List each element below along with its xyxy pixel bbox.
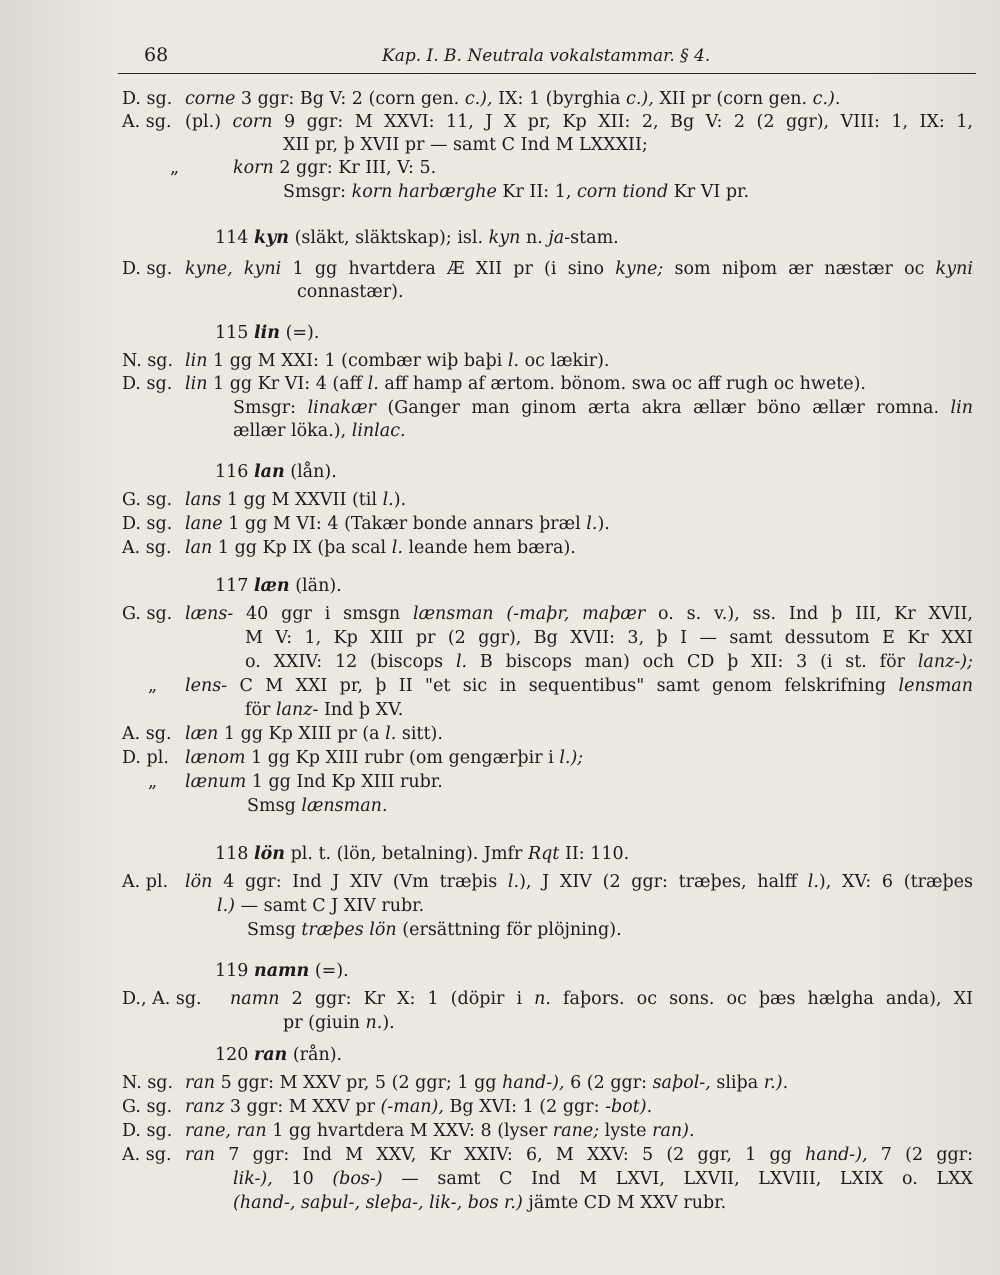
headword: ran (253, 1045, 288, 1065)
text-run: 1 gg Kp IX (þa scal (212, 538, 392, 558)
text-run: (pl.) (185, 112, 233, 132)
grammatical-label: „ (148, 772, 158, 792)
italic-form: l. (385, 724, 397, 744)
italic-form: lön (185, 872, 213, 892)
text-run: 116 (215, 462, 254, 482)
line-text (185, 871, 973, 893)
text-run: IX: 1 (byrghia (492, 89, 627, 109)
line-text (233, 420, 406, 442)
italic-form: (-man), (380, 1097, 444, 1117)
text-line (0, 723, 1000, 745)
italic-form: c.), (464, 89, 493, 109)
text-line (0, 181, 1000, 203)
headword: lin (253, 323, 280, 343)
line-text (215, 843, 629, 865)
text-run: 1 gg M XXVII (til (221, 490, 383, 510)
text-run: XII pr, þ XVII pr — samt C Ind M LXXXII; (283, 135, 648, 155)
italic-form: lænsman (-maþr, maþær (412, 604, 646, 624)
italic-form: hand-), (805, 1145, 868, 1165)
text-line (0, 1144, 1000, 1166)
italic-form: lan (185, 538, 213, 558)
text-run: aff hamp af ærtom. bönom. swa oc aff rugh oc hwete). (378, 374, 866, 394)
grammatical-label: A. sg. (122, 112, 172, 132)
line-text (233, 1192, 726, 1214)
line-text (283, 134, 648, 156)
italic-form: corn (232, 112, 273, 132)
grammatical-label: D., A. sg. (122, 989, 202, 1009)
page-number: 68 (144, 44, 169, 66)
line-text (215, 227, 619, 249)
italic-form: linakær (307, 398, 376, 418)
text-line (0, 489, 1000, 511)
text-run: 119 (215, 961, 254, 981)
text-run: o. XXIV: 12 (biscops (245, 652, 456, 672)
text-line (0, 1192, 1000, 1214)
text-line (0, 281, 1000, 303)
line-text (185, 1144, 973, 1166)
text-line (0, 575, 1000, 597)
line-text (185, 258, 973, 280)
text-line (0, 675, 1000, 697)
text-line (0, 1168, 1000, 1190)
line-text (185, 1072, 788, 1094)
text-line (0, 420, 1000, 442)
italic-form: lænsman. (301, 796, 388, 816)
text-line (0, 1012, 1000, 1034)
italic-form: corne (185, 89, 236, 109)
italic-form: træþes lön (301, 920, 397, 940)
grammatical-label: „ (148, 676, 158, 696)
text-run: 1 gg Ind Kp XIII rubr. (246, 772, 443, 792)
italic-form: linlac. (351, 421, 406, 441)
italic-form: korn (233, 158, 274, 178)
text-run: M V: 1, Kp XIII pr (2 ggr), Bg XVII: 3, þ I — samt dessutom E Kr XXI (245, 628, 973, 648)
text-run: n. (520, 228, 549, 248)
text-line (0, 111, 1000, 133)
text-run: (lån). (284, 462, 337, 482)
italic-form: saþol-, (652, 1073, 711, 1093)
grammatical-label: D. pl. (122, 748, 169, 768)
grammatical-label: A. sg. (122, 1145, 172, 1165)
text-run: 40 ggr i smsgn (233, 604, 413, 624)
line-text (185, 747, 583, 769)
line-text (215, 575, 342, 597)
text-run: pr (giuin (283, 1013, 366, 1033)
line-text (297, 281, 404, 303)
line-text (217, 895, 424, 917)
text-line (0, 771, 1000, 793)
italic-form: l. (455, 652, 468, 672)
text-run: Smsgr: (283, 182, 352, 202)
text-run: (=). (309, 961, 349, 981)
italic-form: l. (507, 872, 520, 892)
text-run: 3 ggr: M XXV pr (224, 1097, 381, 1117)
grammatical-label: D. sg. (122, 514, 173, 534)
text-run: Bg XVI: 1 (2 ggr: (443, 1097, 606, 1117)
grammatical-label: A. sg. (122, 538, 172, 558)
text-run: Smsg (247, 796, 302, 816)
text-run: 3 ggr: Bg V: 2 (corn gen. (235, 89, 465, 109)
text-run: ællær löka.), (233, 421, 352, 441)
italic-form: hand-), (502, 1073, 565, 1093)
italic-form: lanz-); (917, 652, 973, 672)
grammatical-label: D. sg. (122, 259, 173, 279)
text-run: connastær). (297, 282, 404, 302)
italic-form: ran (185, 1145, 216, 1165)
line-text (185, 489, 406, 511)
text-line (0, 350, 1000, 372)
text-line (0, 1072, 1000, 1094)
italic-form: c.). (812, 89, 841, 109)
grammatical-label: D. sg. (122, 89, 173, 109)
italic-form: lin (185, 374, 208, 394)
text-run: 9 ggr: M XXVI: 11, J X pr, Kp XII: 2, Bg V: 2 (2 ggr), VIII: 1, IX: 1, (272, 112, 973, 132)
text-line (0, 134, 1000, 156)
text-run: XII pr (corn gen. (653, 89, 813, 109)
grammatical-label: D. sg. (122, 1121, 173, 1141)
text-run: Smsg (247, 920, 302, 940)
italic-form: kyne; (615, 259, 664, 279)
italic-form: l. (391, 538, 403, 558)
text-run: för (245, 700, 276, 720)
italic-form: l. (367, 374, 379, 394)
italic-form: lin (185, 351, 208, 371)
italic-form: l. (382, 490, 394, 510)
line-text (185, 723, 443, 745)
italic-form: (hand-, saþul-, sleþa-, lik-, bos r.) (233, 1193, 523, 1213)
text-run: — samt C Ind M LXVI, LXVII, LXVIII, LXIX o. LXX (382, 1169, 973, 1189)
italic-form: kyni (935, 259, 973, 279)
text-run: pl. t. (lön, betalning). Jmfr (285, 844, 528, 864)
text-run: ). (382, 1013, 395, 1033)
line-text (245, 651, 973, 673)
header-rule (118, 73, 976, 74)
italic-form: lane (185, 514, 223, 534)
line-text (185, 373, 866, 395)
text-run: Kr II: 1, (496, 182, 577, 202)
italic-form: læn (185, 724, 219, 744)
italic-form: l. (807, 872, 819, 892)
text-line (0, 651, 1000, 673)
text-run: ). (597, 514, 610, 534)
text-run: (=). (280, 323, 320, 343)
text-run: — samt C J XIV rubr. (235, 896, 425, 916)
text-line (0, 603, 1000, 625)
text-run: 4 ggr: Ind J XIV (Vm træþis (212, 872, 508, 892)
italic-form: lin (950, 398, 974, 418)
grammatical-label: „ (170, 158, 180, 178)
text-run: lyste (599, 1121, 653, 1141)
text-run: 120 (215, 1045, 254, 1065)
text-line (0, 895, 1000, 917)
text-line (0, 988, 1000, 1010)
text-run: 7 (2 ggr: (867, 1145, 974, 1165)
text-run: som niþom ær næstær oc (663, 259, 936, 279)
text-run: (rån). (287, 1045, 343, 1065)
line-text (247, 795, 388, 817)
text-run: -stam. (564, 228, 619, 248)
text-line (0, 1044, 1000, 1066)
italic-form: ja (548, 228, 565, 248)
grammatical-label: N. sg. (122, 351, 174, 371)
italic-form: kyne, kyni (185, 259, 282, 279)
italic-form: lanz- (275, 700, 319, 720)
text-run: B biscops man) och CD þ XII: 3 (i st. för (467, 652, 918, 672)
italic-form: lensman (898, 676, 973, 696)
text-line (0, 795, 1000, 817)
text-run: C M XXI pr, þ II "et sic in sequentibus" samt genom felskrifning (227, 676, 899, 696)
text-run: (ersättning för plöjning). (396, 920, 622, 940)
text-line (0, 461, 1000, 483)
line-text (215, 322, 319, 344)
line-text (185, 88, 840, 110)
line-text (185, 537, 576, 559)
grammatical-label: G. sg. (122, 604, 173, 624)
text-run: 2 ggr: Kr III, V: 5. (273, 158, 437, 178)
italic-form: c.), (626, 89, 654, 109)
grammatical-label: D. sg. (122, 374, 173, 394)
text-run: 1 gg Kp XIII rubr (om gengærþir i (245, 748, 560, 768)
text-run: 115 (215, 323, 254, 343)
italic-form: lænom (185, 748, 246, 768)
text-run: faþors. oc sons. oc þæs hælgha anda), XI (550, 989, 973, 1009)
text-line (0, 537, 1000, 559)
italic-form: n. (534, 989, 551, 1009)
text-run: sliþa (710, 1073, 764, 1093)
text-line (0, 157, 1000, 179)
text-run: 2 ggr: Kr X: 1 (döpir i (279, 989, 535, 1009)
headword: lön (253, 844, 286, 864)
text-line (0, 919, 1000, 941)
italic-form: -bot). (605, 1097, 653, 1117)
grammatical-label: A. pl. (122, 872, 169, 892)
grammatical-label: G. sg. (122, 1097, 173, 1117)
text-run: 114 (215, 228, 254, 248)
text-run: leande hem bæra). (402, 538, 576, 558)
text-line (0, 871, 1000, 893)
text-run: 1 gg Kp XIII pr (a (218, 724, 386, 744)
line-text (185, 1096, 652, 1118)
text-run: (län). (289, 576, 342, 596)
text-line (0, 322, 1000, 344)
line-text (185, 603, 973, 625)
line-text (283, 1012, 395, 1034)
text-run: 5 ggr: M XXV pr, 5 (2 ggr; 1 gg (215, 1073, 503, 1093)
line-text (185, 350, 609, 372)
italic-form: ranz (185, 1097, 225, 1117)
line-text (215, 461, 337, 483)
line-text (185, 513, 610, 535)
italic-form: lænum (185, 772, 247, 792)
text-run: 1 gg M VI: 4 (Takær bonde annars þræl (222, 514, 587, 534)
italic-form: lans (185, 490, 222, 510)
italic-form: r.). (763, 1073, 789, 1093)
headword: læn (253, 576, 290, 596)
text-run: oc lækir). (519, 351, 610, 371)
italic-form: ran (185, 1073, 216, 1093)
italic-form: corn tiond (576, 182, 669, 202)
text-line (0, 258, 1000, 280)
line-text (283, 181, 749, 203)
text-run: ), J XIV (2 ggr: træþes, halff (519, 872, 808, 892)
text-run: ). (393, 490, 407, 510)
line-text (230, 988, 973, 1010)
italic-form: (bos-) (332, 1169, 383, 1189)
line-text (185, 675, 973, 697)
text-run: jämte CD M XXV rubr. (522, 1193, 727, 1213)
text-run: sitt). (396, 724, 443, 744)
grammatical-label: G. sg. (122, 490, 173, 510)
text-run: 10 (272, 1169, 333, 1189)
line-text (245, 699, 403, 721)
line-text (233, 157, 436, 179)
italic-form: rane; (552, 1121, 600, 1141)
text-run: (släkt, släktskap); isl. (289, 228, 489, 248)
grammatical-label: A. sg. (122, 724, 172, 744)
text-line (0, 513, 1000, 535)
running-title: Kap. I. B. Neutrala vokalstammar. § 4. (382, 46, 711, 66)
italic-form: Rqt (527, 844, 560, 864)
page-header (118, 44, 976, 70)
text-line (0, 1096, 1000, 1118)
text-run: 118 (215, 844, 254, 864)
text-run: ), XV: 6 (træþes (818, 872, 973, 892)
text-line (0, 699, 1000, 721)
italic-form: n. (365, 1013, 383, 1033)
headword: lan (253, 462, 285, 482)
text-run: o. s. v.), ss. Ind þ III, Kr XVII, (645, 604, 973, 624)
italic-form: l.); (559, 748, 584, 768)
text-line (0, 747, 1000, 769)
text-run: 1 gg M XXI: 1 (combær wiþ baþi (207, 351, 508, 371)
italic-form: korn harbærghe (351, 182, 497, 202)
italic-form: lens- (185, 676, 228, 696)
line-text (247, 919, 622, 941)
italic-form: kyn (488, 228, 521, 248)
headword: kyn (253, 228, 289, 248)
line-text (185, 111, 973, 133)
text-run: 1 gg hvartdera M XXV: 8 (lyser (266, 1121, 553, 1141)
italic-form: l.) (217, 896, 235, 916)
text-run: Ind þ XV. (318, 700, 404, 720)
text-line (0, 397, 1000, 419)
text-run: 1 gg Kr VI: 4 (aff (207, 374, 368, 394)
italic-form: rane, ran (185, 1121, 267, 1141)
line-text (185, 771, 443, 793)
italic-form: lik-), (233, 1169, 273, 1189)
line-text (245, 627, 973, 649)
text-line (0, 627, 1000, 649)
line-text (233, 1168, 973, 1190)
line-text (215, 960, 349, 982)
text-run: 1 gg hvartdera Æ XII pr (i sino (281, 259, 616, 279)
text-run: 7 ggr: Ind M XXV, Kr XXIV: 6, M XXV: 5 (2 ggr, 1 gg (215, 1145, 806, 1165)
text-line (0, 843, 1000, 865)
italic-form: læns- (185, 604, 234, 624)
text-run: 6 (2 ggr: (564, 1073, 653, 1093)
text-run: Kr VI pr. (668, 182, 750, 202)
text-line (0, 227, 1000, 249)
line-text (215, 1044, 342, 1066)
text-line (0, 373, 1000, 395)
text-run: II: 110. (559, 844, 630, 864)
italic-form: l. (586, 514, 598, 534)
line-text (185, 1120, 695, 1142)
italic-form: namn (230, 989, 280, 1009)
text-run: (Ganger man ginom ærta akra ællær böno ællær romna. (375, 398, 951, 418)
italic-form: l. (507, 351, 520, 371)
grammatical-label: N. sg. (122, 1073, 174, 1093)
line-text (233, 397, 973, 419)
text-run: 117 (215, 576, 254, 596)
headword: namn (253, 961, 310, 981)
text-line (0, 88, 1000, 110)
text-line (0, 1120, 1000, 1142)
italic-form: ran). (652, 1121, 695, 1141)
text-run: Smsgr: (233, 398, 308, 418)
text-line (0, 960, 1000, 982)
